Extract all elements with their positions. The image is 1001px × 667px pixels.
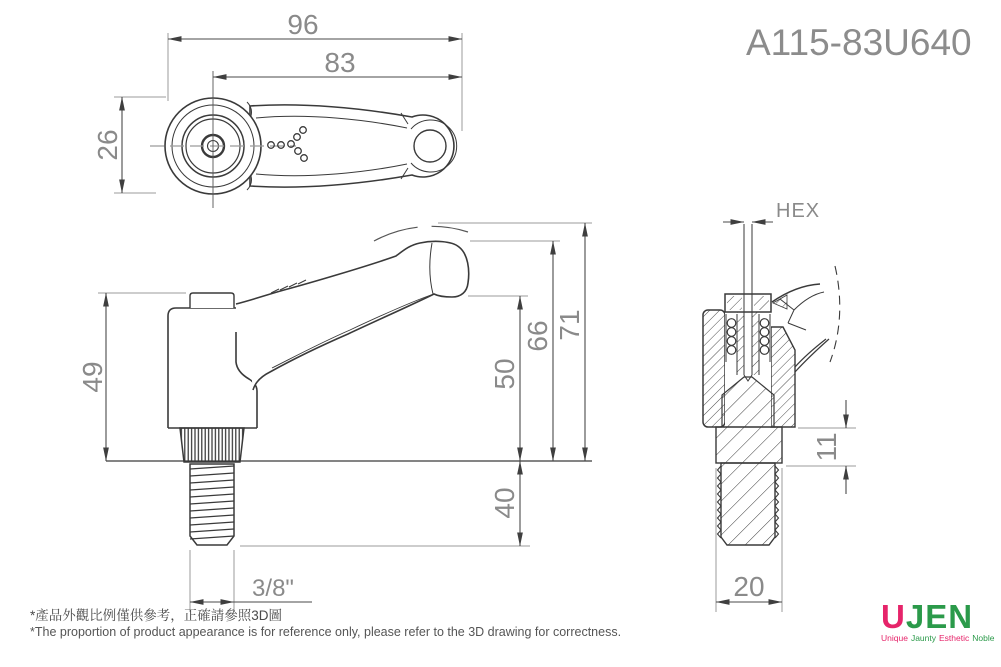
dim-40-label: 40 [489, 487, 520, 519]
dimension-40 [489, 461, 520, 546]
logo-letters-jen: JEN [905, 598, 974, 635]
note-english: *The proportion of product appearance is for reference only, please refer to the 3D drawing for correctness. [30, 624, 622, 639]
knurled-nut [180, 428, 244, 462]
dim-71-label: 71 [554, 309, 585, 341]
dim-thread-size-label: 3/8" [252, 575, 294, 602]
dim-49-label: 49 [77, 361, 108, 393]
logo-wordmark [881, 600, 991, 633]
tagline-esthetic: Esthetic [938, 633, 970, 643]
dimension-11 [786, 400, 856, 494]
logo-letter-u: U [881, 598, 906, 635]
front-view [77, 223, 592, 612]
collar-section [716, 427, 782, 463]
drawing-number: A115-83U640 [746, 22, 972, 63]
dimension-26 [92, 97, 166, 193]
threaded-stud [190, 464, 234, 545]
dim-96-label: 96 [287, 9, 319, 40]
logo-tagline [881, 633, 995, 643]
top-view [92, 9, 462, 208]
dimension-83 [213, 47, 462, 78]
dim-20-label: 20 [733, 571, 765, 602]
dim-50-label: 50 [489, 358, 520, 390]
dim-66-label: 66 [522, 320, 553, 352]
dimension-66 [470, 241, 560, 461]
dim-hex-label: HEX [776, 200, 821, 222]
dimension-hex [723, 200, 820, 222]
tagline-noble: Noble [972, 633, 995, 643]
side-threaded-stud [718, 463, 779, 545]
tagline-unique: Unique [881, 633, 908, 643]
dimension-thread-size [190, 550, 312, 612]
dim-11-label: 11 [811, 432, 842, 462]
dim-83-label: 83 [324, 47, 356, 78]
dimension-50 [468, 296, 528, 461]
phantom-arc [374, 226, 468, 241]
side-section-view [703, 200, 856, 612]
release-button [190, 293, 234, 308]
dim-26-label: 26 [92, 129, 123, 161]
note-chinese: *產品外觀比例僅供參考，正確請參照3D圖 [30, 608, 283, 623]
ujen-logo [881, 598, 995, 643]
footer-notes [30, 608, 621, 641]
tagline-jaunty: Jaunty [910, 633, 936, 643]
